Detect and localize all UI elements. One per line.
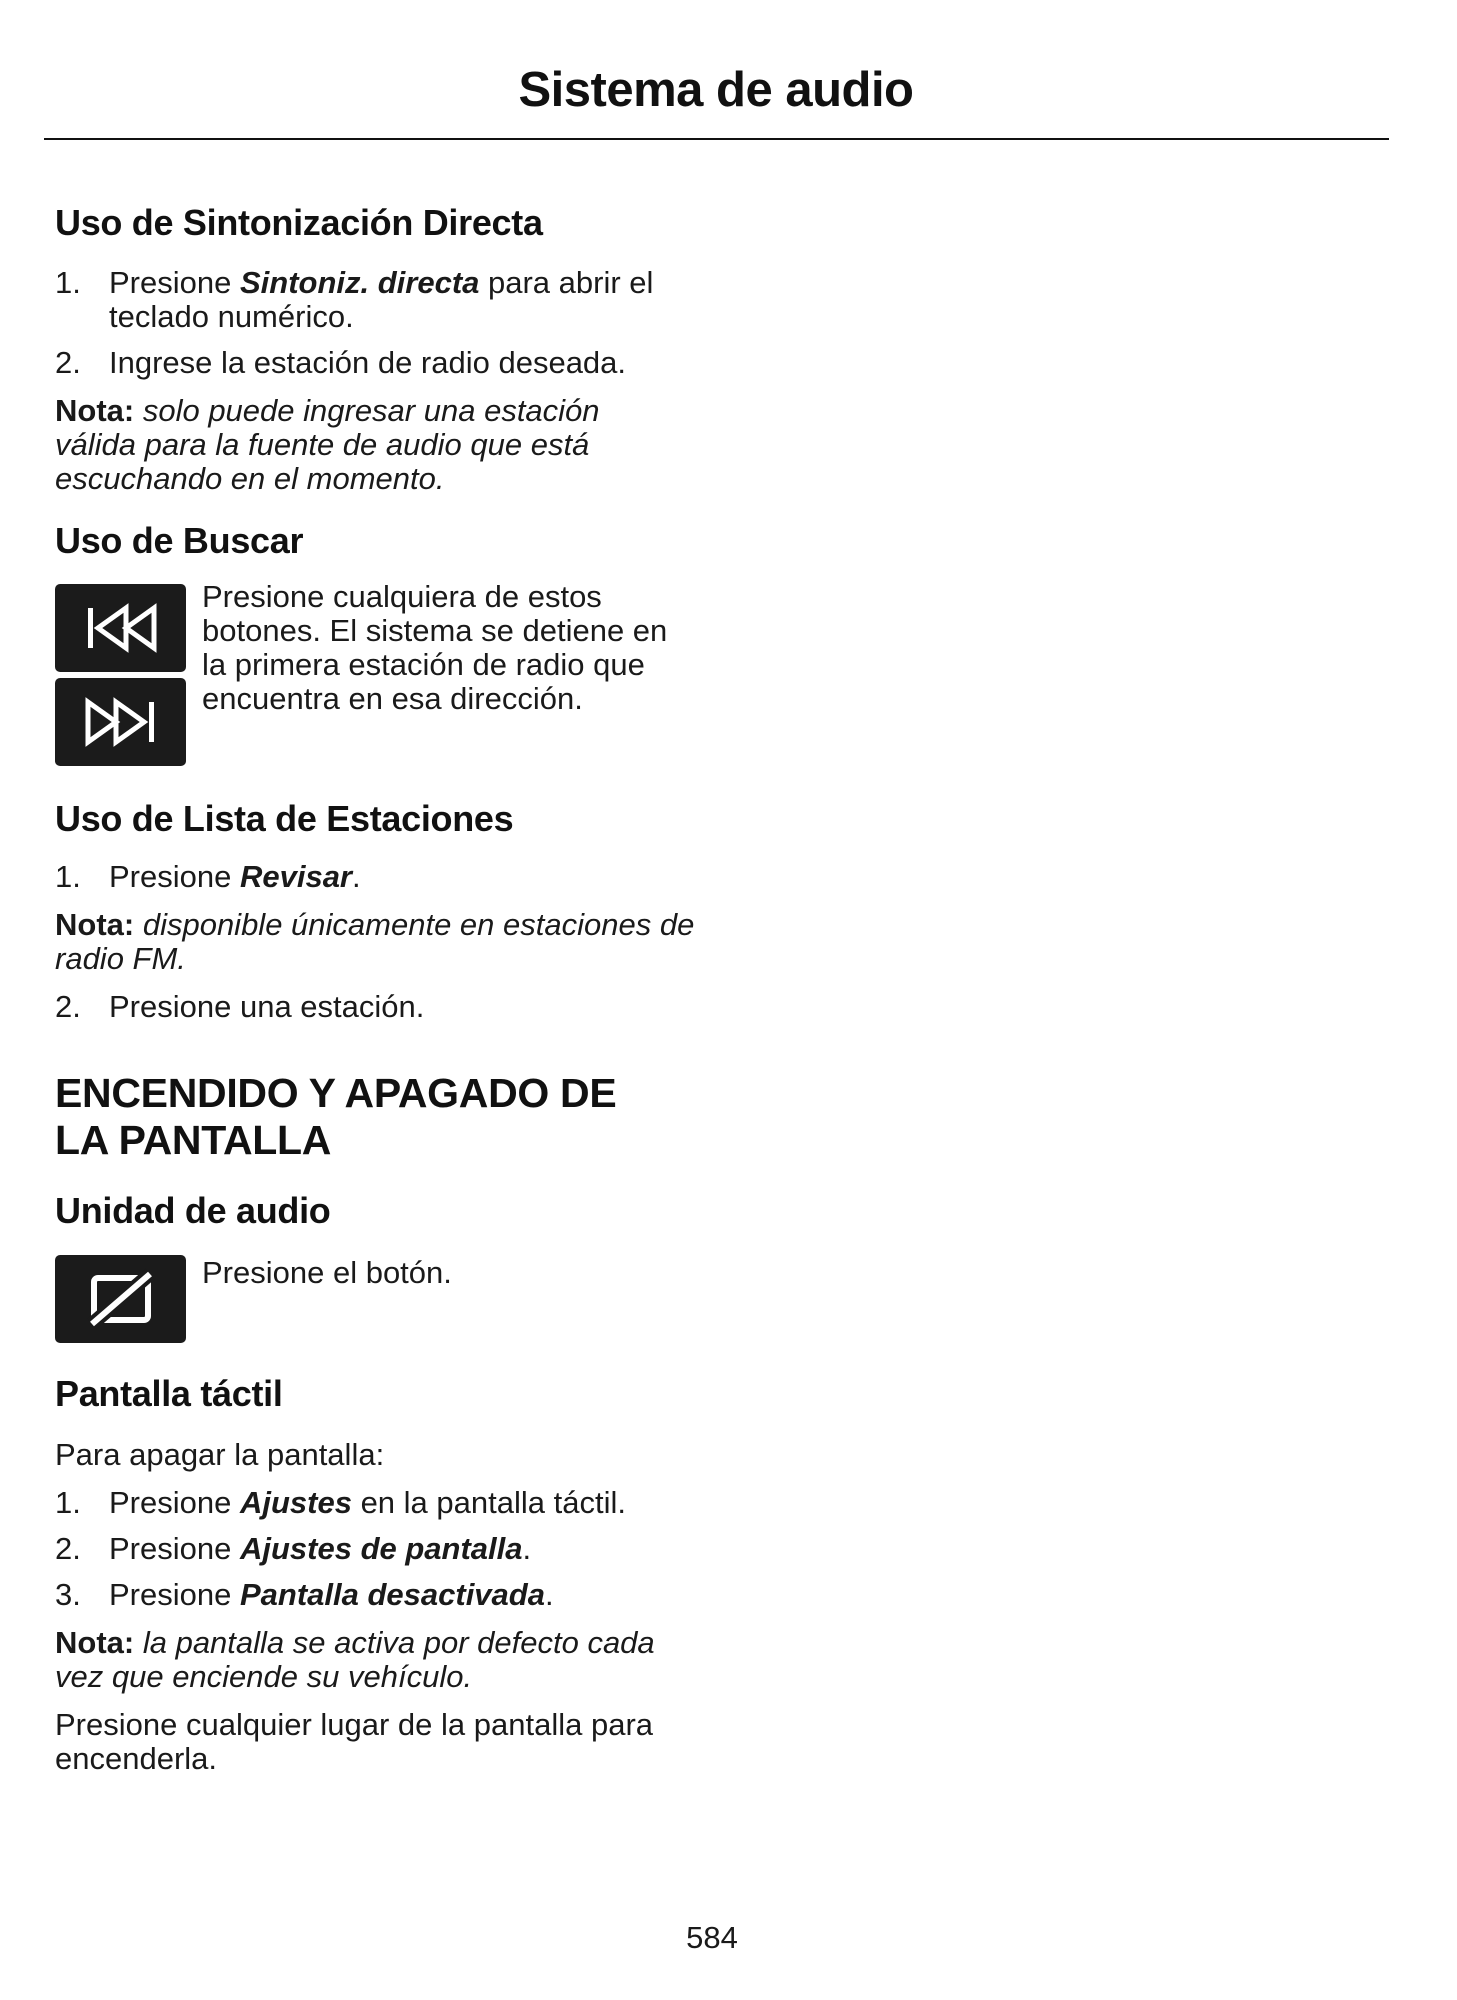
- note: [55, 394, 655, 496]
- keyword: Ajustes: [239, 1485, 352, 1520]
- list-text: Ingrese la estación de radio deseada.: [109, 345, 627, 380]
- keyword: Sintoniz. directa: [239, 265, 480, 300]
- note-text: disponible únicamente en estaciones de radio FM.: [55, 907, 695, 976]
- seek-back-icon: [76, 600, 166, 656]
- list-text: en la pantalla táctil.: [351, 1485, 626, 1520]
- touchscreen-closing: Presione cualquier lugar de la pantalla para encenderla.: [55, 1707, 654, 1776]
- list-text: Presione: [109, 265, 240, 300]
- list-text: .: [544, 1577, 554, 1612]
- list-text: Presione una estación.: [109, 989, 425, 1024]
- note: [55, 1626, 695, 1694]
- display-off-icon: [76, 1264, 166, 1334]
- list-text: .: [352, 859, 361, 894]
- note-label: Nota:: [55, 907, 135, 942]
- list-text: para abrir el teclado numérico.: [109, 265, 654, 334]
- list-number: 1.: [55, 1485, 81, 1520]
- heading-audio-unit: Unidad de audio: [55, 1190, 331, 1231]
- list-text: .: [522, 1531, 532, 1566]
- note-text: la pantalla se activa por defecto cada vez que enciende su vehículo.: [55, 1625, 655, 1694]
- list-text: Presione: [109, 1485, 240, 1520]
- heading-seek: Uso de Buscar: [55, 520, 304, 561]
- seek-forward-icon: [76, 694, 166, 750]
- list-number: 2.: [55, 989, 81, 1024]
- page-number: 584: [686, 1920, 738, 1955]
- seek-back-button-icon: [55, 584, 186, 672]
- list-number: 2.: [55, 1531, 81, 1566]
- touchscreen-intro: Para apagar la pantalla:: [55, 1437, 385, 1472]
- keyword: Pantalla desactivada: [239, 1577, 545, 1612]
- keyword: Revisar: [239, 859, 352, 894]
- heading-display-on-off: ENCENDIDO Y APAGADO DE LA PANTALLA: [55, 1070, 617, 1163]
- list-text: Presione: [109, 1577, 240, 1612]
- note-label: Nota:: [55, 393, 135, 428]
- page-title: Sistema de audio: [518, 63, 914, 117]
- keyword: Ajustes de pantalla: [239, 1531, 523, 1566]
- note-label: Nota:: [55, 1625, 135, 1660]
- heading-station-list: Uso de Lista de Estaciones: [55, 798, 514, 839]
- list-number: 3.: [55, 1577, 81, 1612]
- note-text: solo puede ingresar una estación válida para la fuente de audio que está escuchando en el momento.: [55, 393, 600, 496]
- heading-direct-tuning: Uso de Sintonización Directa: [55, 202, 543, 243]
- seek-description: Presione cualquiera de estos botones. El sistema se detiene en la primera estación de radio que encuentra en esa dirección.: [202, 579, 668, 716]
- note: [55, 908, 695, 976]
- list-text: Presione: [109, 1531, 240, 1566]
- audio-unit-description: Presione el botón.: [202, 1255, 452, 1290]
- list-number: 1.: [55, 859, 81, 894]
- display-off-button-icon: [55, 1255, 186, 1343]
- seek-forward-button-icon: [55, 678, 186, 766]
- heading-touchscreen: Pantalla táctil: [55, 1373, 283, 1414]
- list-number: 2.: [55, 345, 81, 380]
- list-text: Presione: [109, 859, 240, 894]
- header-divider: [44, 138, 1389, 140]
- list-number: 1.: [55, 265, 81, 300]
